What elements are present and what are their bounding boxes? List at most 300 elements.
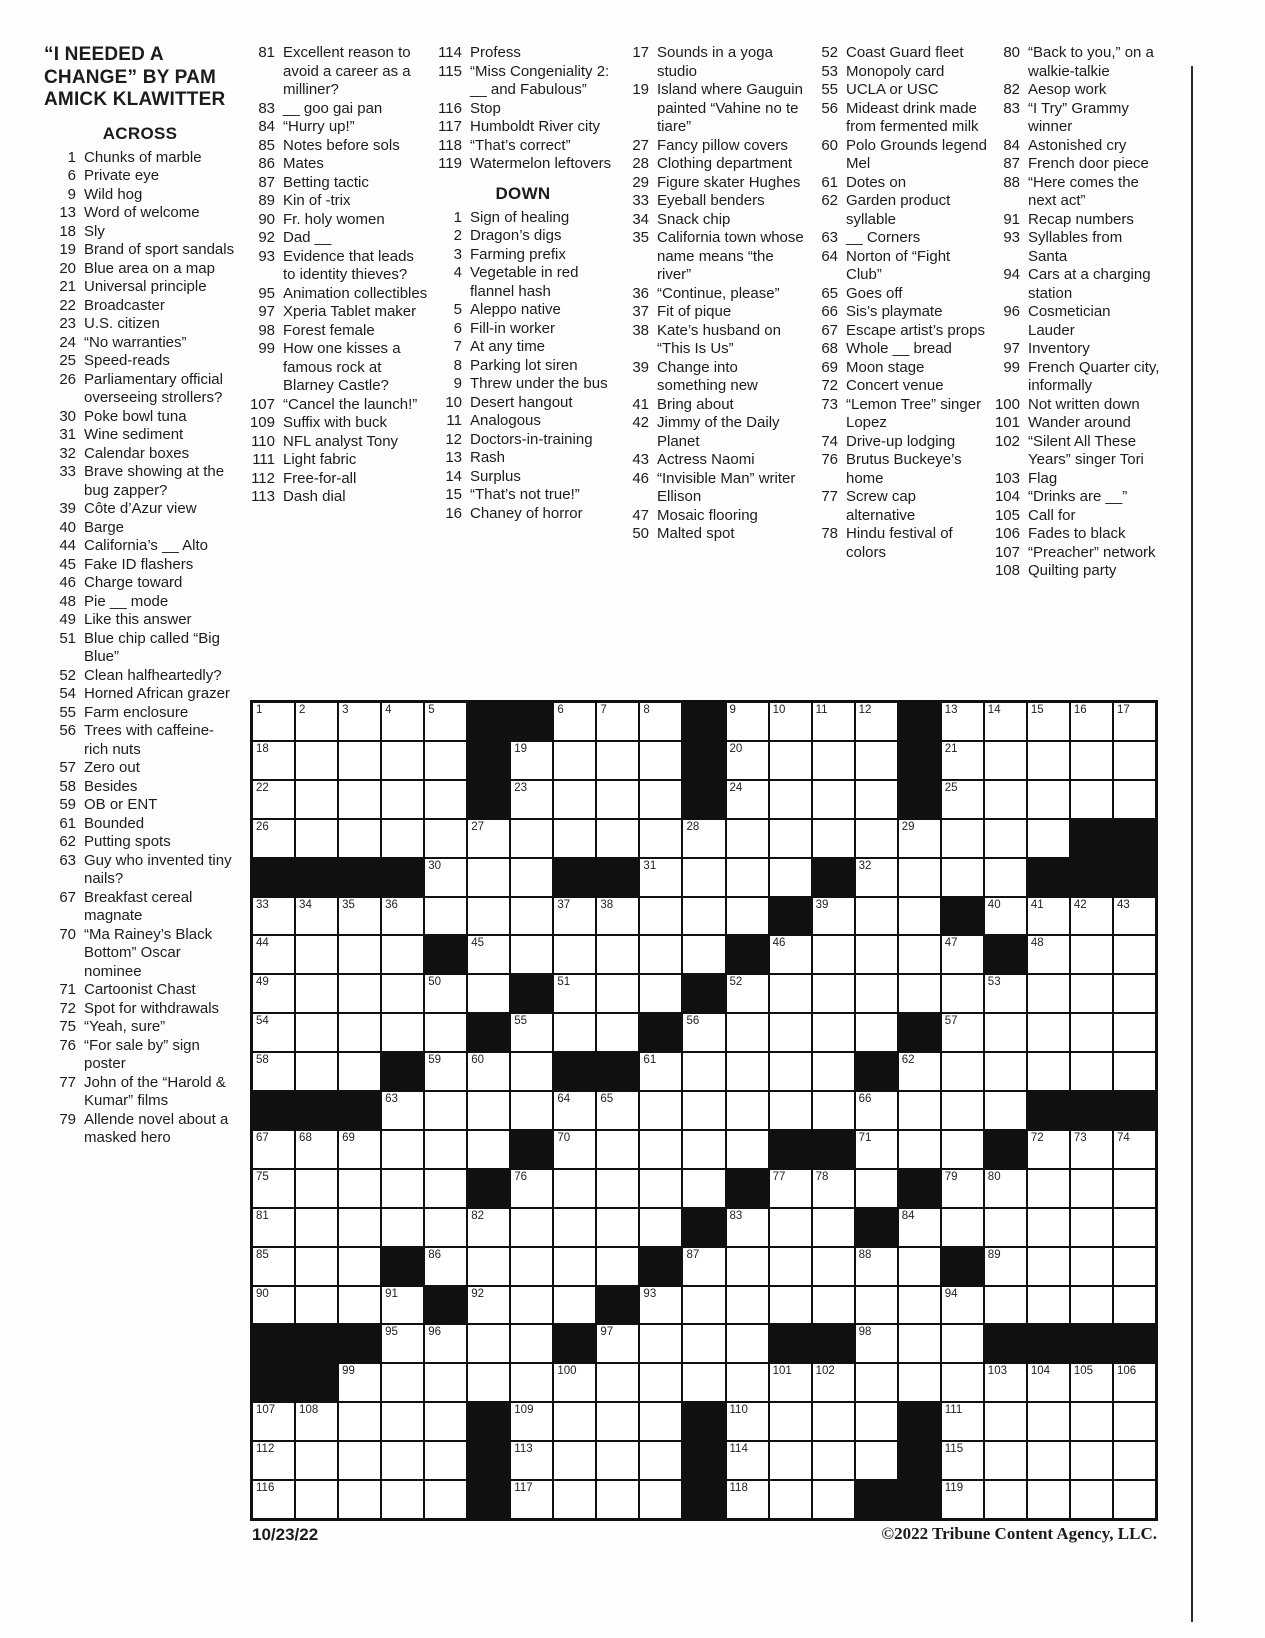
grid-cell <box>770 1053 811 1090</box>
grid-cell <box>597 1248 638 1285</box>
clue-text: Escape artist’s props <box>846 321 985 339</box>
grid-cell <box>640 1442 681 1479</box>
grid-cell <box>511 820 552 857</box>
black-square <box>683 975 724 1012</box>
clue-down-38 <box>617 322 804 359</box>
grid-cell <box>554 936 595 973</box>
black-square <box>856 1209 897 1246</box>
clue-across-71 <box>44 981 236 1000</box>
black-square <box>468 1403 509 1440</box>
clue-text: Betting tactic <box>283 173 369 191</box>
clue-text: Polo Grounds legend Mel <box>846 136 987 172</box>
grid-cell <box>640 898 681 935</box>
cell-number: 56 <box>686 1015 700 1028</box>
clue-text: Goes off <box>846 284 903 302</box>
clue-number: 20 <box>59 259 76 277</box>
grid-cell <box>425 898 466 935</box>
cell-number: 30 <box>428 859 441 872</box>
grid-cell <box>296 781 337 818</box>
cell-number: 48 <box>1030 937 1044 950</box>
clue-text: Fill-in worker <box>470 319 556 337</box>
grid-cell-41 <box>1028 898 1069 935</box>
clue-down-60 <box>806 137 988 174</box>
grid-cell <box>856 1442 897 1479</box>
grid-cell <box>511 859 552 896</box>
clue-text: Mosaic flooring <box>657 506 758 524</box>
clue-across-99 <box>243 340 429 396</box>
clue-across-113 <box>243 488 429 507</box>
clue-number: 115 <box>438 62 462 80</box>
black-square <box>899 1403 940 1440</box>
clue-down-88 <box>988 174 1160 211</box>
clue-down-7 <box>430 338 616 357</box>
grid-cell <box>942 975 983 1012</box>
black-square <box>296 1325 337 1362</box>
clue-across-6 <box>44 167 236 186</box>
clue-text: Coast Guard fleet <box>846 44 964 61</box>
clue-text: Syllables from Santa <box>1028 229 1123 265</box>
grid-cell <box>425 1170 466 1207</box>
clue-across-61 <box>44 815 236 834</box>
black-square <box>899 742 940 779</box>
grid-cell-19 <box>511 742 552 779</box>
cell-number: 58 <box>256 1054 269 1067</box>
cell-number: 112 <box>256 1443 275 1456</box>
clue-number: 27 <box>632 136 649 154</box>
grid-cell <box>511 1364 552 1401</box>
grid-cell <box>511 1209 552 1246</box>
grid-cell <box>296 975 337 1012</box>
black-square <box>683 1209 724 1246</box>
clue-down-67 <box>806 322 988 341</box>
clue-text: Flag <box>1028 469 1058 487</box>
grid-cell-50 <box>425 975 466 1012</box>
black-square <box>468 1014 509 1051</box>
puzzle-date: 10/23/22 <box>252 1525 319 1544</box>
grid-cell <box>1114 975 1155 1012</box>
clue-text: Change into something new <box>657 358 758 394</box>
black-square <box>985 1131 1026 1168</box>
clue-number: 40 <box>59 518 76 536</box>
cell-number: 39 <box>815 898 829 911</box>
clue-down-80 <box>988 44 1160 81</box>
grid-cell <box>382 1170 423 1207</box>
grid-cell <box>296 1442 337 1479</box>
black-square <box>1071 820 1112 857</box>
clue-text: Snack chip <box>657 210 731 228</box>
cell-number: 9 <box>729 704 736 716</box>
cell-number: 50 <box>428 976 441 989</box>
cell-number: 114 <box>729 1443 748 1456</box>
clue-number: 58 <box>59 777 76 795</box>
grid-cell-62 <box>899 1053 940 1090</box>
grid-cell <box>597 820 638 857</box>
grid-cell <box>468 1131 509 1168</box>
grid-cell-2 <box>296 703 337 740</box>
clue-text: Cartoonist Chast <box>84 981 196 998</box>
black-square <box>640 1014 681 1051</box>
grid-cell <box>468 898 509 935</box>
grid-cell <box>683 898 724 935</box>
clue-number: 77 <box>59 1073 76 1091</box>
clue-column-3 <box>430 44 616 523</box>
grid-cell <box>339 1481 380 1518</box>
cell-number: 73 <box>1073 1131 1087 1144</box>
clue-text: Farming prefix <box>470 245 566 263</box>
clue-number: 39 <box>632 358 649 376</box>
grid-cell <box>813 1092 854 1129</box>
clue-across-67 <box>44 889 236 926</box>
cell-number: 65 <box>600 1093 614 1106</box>
grid-cell-68 <box>296 1131 337 1168</box>
clue-text: Dotes on <box>846 173 907 191</box>
clue-text: Breakfast cereal magnate <box>84 888 193 924</box>
clue-text: Brand of sport sandals <box>84 241 235 258</box>
grid-cell-26 <box>253 820 294 857</box>
clue-text: Island where Gauguin painted “Vahine no te tiare” <box>657 81 803 135</box>
clue-across-48 <box>44 593 236 612</box>
clue-down-107 <box>988 544 1160 563</box>
clue-text: Rash <box>470 449 506 466</box>
grid-cell <box>339 1014 380 1051</box>
clue-down-28 <box>617 155 804 174</box>
cell-number: 10 <box>772 704 786 716</box>
grid-cell-16 <box>1071 703 1112 740</box>
grid-cell-111 <box>942 1403 983 1440</box>
grid-cell-102 <box>813 1364 854 1401</box>
clue-across-93 <box>243 248 429 285</box>
clue-number: 29 <box>632 173 649 191</box>
clue-text: Norton of “Fight Club” <box>846 247 951 283</box>
clue-down-14 <box>430 468 616 487</box>
grid-cell <box>425 1092 466 1129</box>
cell-number: 85 <box>256 1248 269 1261</box>
grid-cell <box>683 936 724 973</box>
grid-cell <box>683 1287 724 1324</box>
cell-number: 93 <box>643 1287 657 1300</box>
clue-down-99 <box>988 359 1160 396</box>
clue-text: Chaney of horror <box>470 504 583 522</box>
clue-across-79 <box>44 1111 236 1148</box>
clue-across-44 <box>44 537 236 556</box>
black-square <box>899 703 940 740</box>
grid-cell <box>770 820 811 857</box>
grid-cell-56 <box>683 1014 724 1051</box>
cell-number: 102 <box>815 1365 835 1378</box>
grid-cell <box>856 1364 897 1401</box>
cell-number: 59 <box>428 1054 441 1067</box>
grid-cell <box>1028 742 1069 779</box>
grid-cell <box>1071 781 1112 818</box>
cell-number: 43 <box>1116 898 1130 911</box>
clue-text: Hindu festival of colors <box>846 525 953 561</box>
cell-number: 40 <box>987 898 1001 911</box>
grid-cell <box>339 1442 380 1479</box>
clue-down-72 <box>806 377 988 396</box>
black-square <box>382 1053 423 1090</box>
grid-cell-101 <box>770 1364 811 1401</box>
cell-number: 7 <box>600 704 607 716</box>
cell-number: 106 <box>1116 1365 1137 1378</box>
clue-text: Dad __ <box>283 229 332 246</box>
clue-text: Astonished cry <box>1028 136 1127 154</box>
clue-down-83 <box>988 100 1160 137</box>
clue-text: Word of welcome <box>84 204 200 221</box>
clue-text: Barge <box>84 518 125 536</box>
clue-number: 110 <box>251 432 275 450</box>
clue-text: __ Corners <box>846 229 921 246</box>
clue-number: 79 <box>59 1110 76 1128</box>
grid-cell <box>985 1403 1026 1440</box>
clue-text: Fancy pillow covers <box>657 136 788 154</box>
black-square <box>253 1364 294 1401</box>
grid-cell-37 <box>554 898 595 935</box>
grid-cell-117 <box>511 1481 552 1518</box>
clue-text: Kin of -trix <box>283 192 351 209</box>
clue-text: Guy who invented tiny nails? <box>84 851 232 887</box>
grid-cell-113 <box>511 1442 552 1479</box>
cell-number: 19 <box>514 742 528 755</box>
grid-cell <box>1071 1053 1112 1090</box>
grid-cell <box>640 781 681 818</box>
grid-cell <box>727 1014 768 1051</box>
clue-text: “Hurry up!” <box>283 118 355 135</box>
grid-cell <box>597 975 638 1012</box>
cell-number: 1 <box>256 704 263 716</box>
clue-column-6 <box>988 44 1160 581</box>
clue-down-56 <box>806 100 988 137</box>
clue-text: Watermelon leftovers <box>470 155 612 172</box>
cell-number: 23 <box>514 781 528 794</box>
clue-down-91 <box>988 211 1160 230</box>
clue-number: 102 <box>994 432 1020 450</box>
grid-cell-14 <box>985 703 1026 740</box>
clue-text: Sly <box>84 222 105 240</box>
cell-number: 29 <box>901 820 915 833</box>
clue-text: Brave showing at the bug zapper? <box>84 463 225 499</box>
page-edge-rule <box>1191 66 1193 1622</box>
grid-cell <box>683 1170 724 1207</box>
grid-cell <box>640 820 681 857</box>
grid-cell <box>899 1131 940 1168</box>
grid-cell <box>942 859 983 896</box>
clue-down-61 <box>806 174 988 193</box>
clue-text: French door piece <box>1028 155 1149 172</box>
grid-cell <box>683 1092 724 1129</box>
black-square <box>813 1325 854 1362</box>
grid-cell <box>339 1287 380 1324</box>
cell-number: 57 <box>944 1015 958 1028</box>
clue-down-103 <box>988 470 1160 489</box>
clue-down-78 <box>806 525 988 562</box>
cell-number: 11 <box>815 704 828 716</box>
clue-number: 100 <box>994 395 1020 413</box>
clue-down-73 <box>806 396 988 433</box>
clue-text: “Continue, please” <box>657 284 780 302</box>
cell-number: 32 <box>858 859 872 872</box>
grid-cell <box>339 936 380 973</box>
grid-cell-109 <box>511 1403 552 1440</box>
cell-number: 109 <box>514 1404 534 1417</box>
cell-number: 12 <box>858 704 872 716</box>
grid-cell-81 <box>253 1209 294 1246</box>
grid-cell <box>382 820 423 857</box>
clue-text: Poke bowl tuna <box>84 407 187 425</box>
clue-across-81 <box>243 44 429 100</box>
black-square <box>554 859 595 896</box>
clue-number: 67 <box>821 321 838 339</box>
clue-number: 43 <box>632 451 649 468</box>
cell-number: 104 <box>1030 1365 1051 1378</box>
clue-across-70 <box>44 926 236 982</box>
clue-text: Malted spot <box>657 525 735 542</box>
grid-cell <box>899 859 940 896</box>
clue-number: 48 <box>59 592 76 610</box>
black-square <box>683 703 724 740</box>
clue-text: Actress Naomi <box>657 451 755 468</box>
grid-cell <box>554 1287 595 1324</box>
grid-cell <box>339 1053 380 1090</box>
grid-cell <box>942 1364 983 1401</box>
clue-number: 107 <box>249 395 275 413</box>
grid-cell <box>1028 975 1069 1012</box>
cell-number: 113 <box>514 1443 533 1456</box>
grid-cell-78 <box>813 1170 854 1207</box>
grid-cell <box>942 1131 983 1168</box>
grid-cell-119 <box>942 1481 983 1518</box>
clue-across-114 <box>430 44 616 63</box>
clue-text: Clean halfheartedly? <box>84 666 222 684</box>
grid-cell-107 <box>253 1403 294 1440</box>
clue-text: Desert hangout <box>470 393 573 411</box>
grid-cell <box>1028 1248 1069 1285</box>
grid-cell <box>339 820 380 857</box>
puzzle-title-line: CHANGE” BY PAM <box>44 66 217 88</box>
clue-number: 60 <box>821 136 838 154</box>
grid-cell-22 <box>253 781 294 818</box>
clue-number: 87 <box>1003 155 1020 172</box>
clue-text: Fit of pique <box>657 303 732 320</box>
grid-cell <box>554 1170 595 1207</box>
grid-cell <box>339 1248 380 1285</box>
cell-number: 35 <box>342 898 355 911</box>
grid-cell-20 <box>727 742 768 779</box>
clue-text: Farm enclosure <box>84 703 189 721</box>
grid-cell <box>770 1403 811 1440</box>
grid-cell <box>640 1092 681 1129</box>
grid-cell <box>511 1053 552 1090</box>
grid-cell-30 <box>425 859 466 896</box>
clue-text: Sis’s playmate <box>846 303 943 320</box>
grid-cell <box>985 1014 1026 1051</box>
cell-number: 67 <box>256 1131 269 1144</box>
black-square <box>1071 859 1112 896</box>
clue-down-43 <box>617 451 804 470</box>
black-square <box>942 1248 983 1285</box>
black-square <box>899 1481 940 1518</box>
clue-down-106 <box>988 525 1160 544</box>
clue-down-8 <box>430 357 616 376</box>
black-square <box>1114 859 1155 896</box>
grid-cell <box>813 1287 854 1324</box>
grid-cell <box>468 975 509 1012</box>
clue-number: 83 <box>1003 99 1020 117</box>
grid-cell <box>597 1170 638 1207</box>
cell-number: 91 <box>385 1287 398 1300</box>
clue-text: Fades to black <box>1028 525 1126 542</box>
grid-cell <box>296 1481 337 1518</box>
clue-number: 76 <box>821 451 838 468</box>
grid-cell <box>296 1287 337 1324</box>
clue-across-54 <box>44 685 236 704</box>
cell-number: 63 <box>385 1093 398 1106</box>
clue-number: 97 <box>258 303 275 320</box>
clue-text: Inventory <box>1028 340 1090 357</box>
cell-number: 37 <box>557 898 571 911</box>
grid-cell <box>382 1403 423 1440</box>
grid-cell-52 <box>727 975 768 1012</box>
grid-cell <box>1114 1209 1155 1246</box>
grid-cell-28 <box>683 820 724 857</box>
clue-number: 70 <box>59 925 76 943</box>
cell-number: 28 <box>686 820 700 833</box>
clue-text: __ goo gai pan <box>283 99 383 117</box>
clue-number: 68 <box>821 340 838 357</box>
clue-text: Garden product syllable <box>846 192 951 228</box>
grid-cell <box>296 936 337 973</box>
grid-cell <box>382 1442 423 1479</box>
grid-cell <box>1028 1209 1069 1246</box>
clue-text: Aesop work <box>1028 81 1107 98</box>
black-square <box>640 1248 681 1285</box>
clue-number: 98 <box>258 321 275 339</box>
grid-cell <box>1028 1442 1069 1479</box>
grid-cell-5 <box>425 703 466 740</box>
grid-cell <box>813 1053 854 1090</box>
clue-text: Horned African grazer <box>84 685 230 702</box>
clue-across-30 <box>44 408 236 427</box>
grid-cell-83 <box>727 1209 768 1246</box>
cell-number: 18 <box>256 742 269 755</box>
cell-number: 110 <box>729 1404 748 1417</box>
clue-text: Not written down <box>1028 395 1140 413</box>
clue-number: 103 <box>994 469 1020 487</box>
clue-number: 95 <box>258 284 275 302</box>
clue-number: 1 <box>67 148 76 166</box>
cell-number: 51 <box>557 976 571 989</box>
clue-across-76 <box>44 1037 236 1074</box>
clue-text: Humboldt River city <box>470 118 601 135</box>
clue-across-119 <box>430 155 616 174</box>
black-square <box>683 781 724 818</box>
black-square <box>899 1014 940 1051</box>
black-square <box>727 936 768 973</box>
clue-text: California’s __ Alto <box>84 537 208 554</box>
cell-number: 26 <box>256 820 269 833</box>
grid-cell <box>727 1287 768 1324</box>
clue-number: 117 <box>438 118 462 135</box>
grid-cell <box>339 1403 380 1440</box>
grid-cell <box>1114 1248 1155 1285</box>
clue-down-50 <box>617 525 804 544</box>
clue-number: 44 <box>59 537 76 554</box>
clue-number: 77 <box>821 488 838 505</box>
clue-text: Jimmy of the Daily Planet <box>657 414 780 450</box>
cell-number: 66 <box>858 1093 872 1106</box>
grid-cell <box>425 781 466 818</box>
grid-cell-8 <box>640 703 681 740</box>
clue-text: Drive-up lodging <box>846 432 956 450</box>
